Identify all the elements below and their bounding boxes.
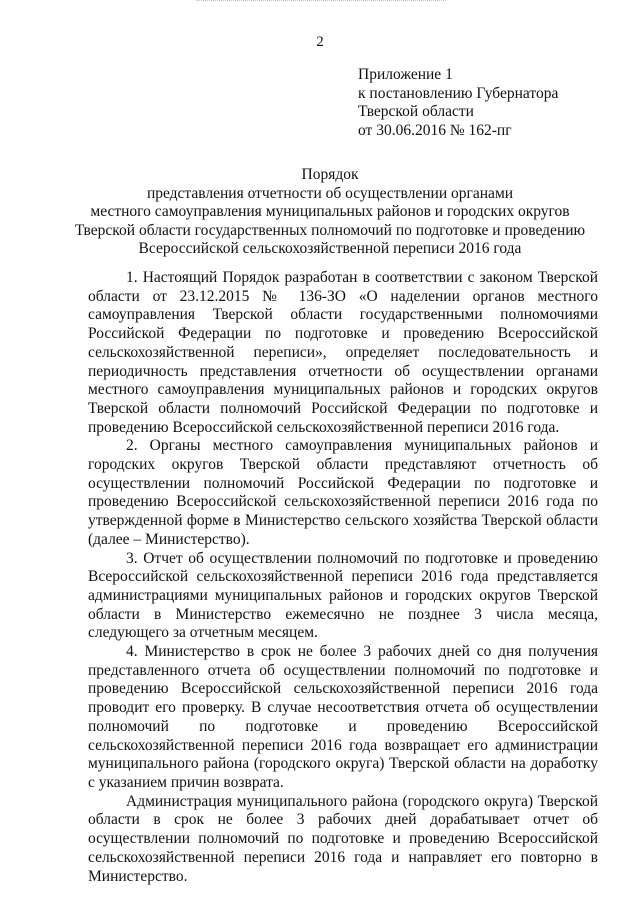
paragraph: 4. Министерство в срок не более 3 рабочих дней со дня получения представленного отчета об осуществлении полномочий по подготовке и проведению Всероссийской сельскохозяйственной переписи 2016 года проводит его проверку. В случае несоответствия отчета об осуществлении полномочий по подготовке и проведению Всероссийской сельскохозяйственной переписи 2016 года возвращает его администрации муниципального района (городского округа) Тверской области на доработку с указанием причин возврата. bbox=[88, 643, 598, 791]
paragraph: 2. Органы местного самоуправления муниципальных районов и городских округов Тверской области представляют отчетность об осуществлении полномочий Российской Федерации по подготовке и проведению Всероссийской сельскохозяйственной переписи 2016 года по утвержденной форме в Министерство сельского хозяйства Тверской области (далее – Министерство). bbox=[88, 437, 598, 548]
document-title bbox=[60, 166, 600, 259]
scan-artifact bbox=[196, 0, 446, 4]
appendix-block bbox=[358, 66, 558, 140]
paragraph: Администрация муниципального района (городского округа) Тверской области в срок не более 3 рабочих дней дорабатывает отчет об осуществлении полномочий по подготовке и проведению Всероссийской сельскохозяйственной переписи 2016 года и направляет его повторно в Министерство. bbox=[88, 792, 598, 885]
title-line: Всероссийской сельскохозяйственной переписи 2016 года bbox=[138, 240, 522, 257]
title-line: представления отчетности об осуществлении органами bbox=[146, 184, 514, 202]
appendix-line: от 30.06.2016 № 162-пг bbox=[358, 121, 512, 139]
title-line: Порядок bbox=[301, 166, 359, 183]
appendix-line: к постановлению Губернатора bbox=[358, 84, 559, 102]
appendix-line: Приложение 1 bbox=[358, 66, 453, 83]
appendix-line: Тверской области bbox=[358, 103, 474, 120]
paragraph: 3. Отчет об осуществлении полномочий по подготовке и проведению Всероссийской сельскохозяйственной переписи 2016 года представляется администрациями муниципальных районов и городских округов Тверской области в Министерство ежемесячно не позднее 3 числа месяца, следующего за отчетным месяцем. bbox=[88, 549, 598, 642]
document-body bbox=[88, 269, 598, 886]
title-line: местного самоуправления муниципальных районов и городских округов bbox=[90, 203, 570, 220]
page-number: 2 bbox=[316, 34, 324, 50]
title-line: Тверской области государственных полномочий по подготовке и проведению bbox=[74, 221, 586, 239]
paragraph: 1. Настоящий Порядок разработан в соответствии с законом Тверской области от 23.12.2015 № 136-ЗО «О наделении органов местного самоуправления Тверской области государственными полномочиями Российской Федерации по подготовке и проведению Всероссийской сельскохозяйственной переписи», определяет последовательность и периодичность представления отчетности об осуществлении органами местного самоуправления муниципальных районов и городских округов Тверской области полномочий Российской Федерации по подготовке и проведению Всероссийской сельскохозяйственной переписи 2016 года. bbox=[88, 269, 598, 436]
